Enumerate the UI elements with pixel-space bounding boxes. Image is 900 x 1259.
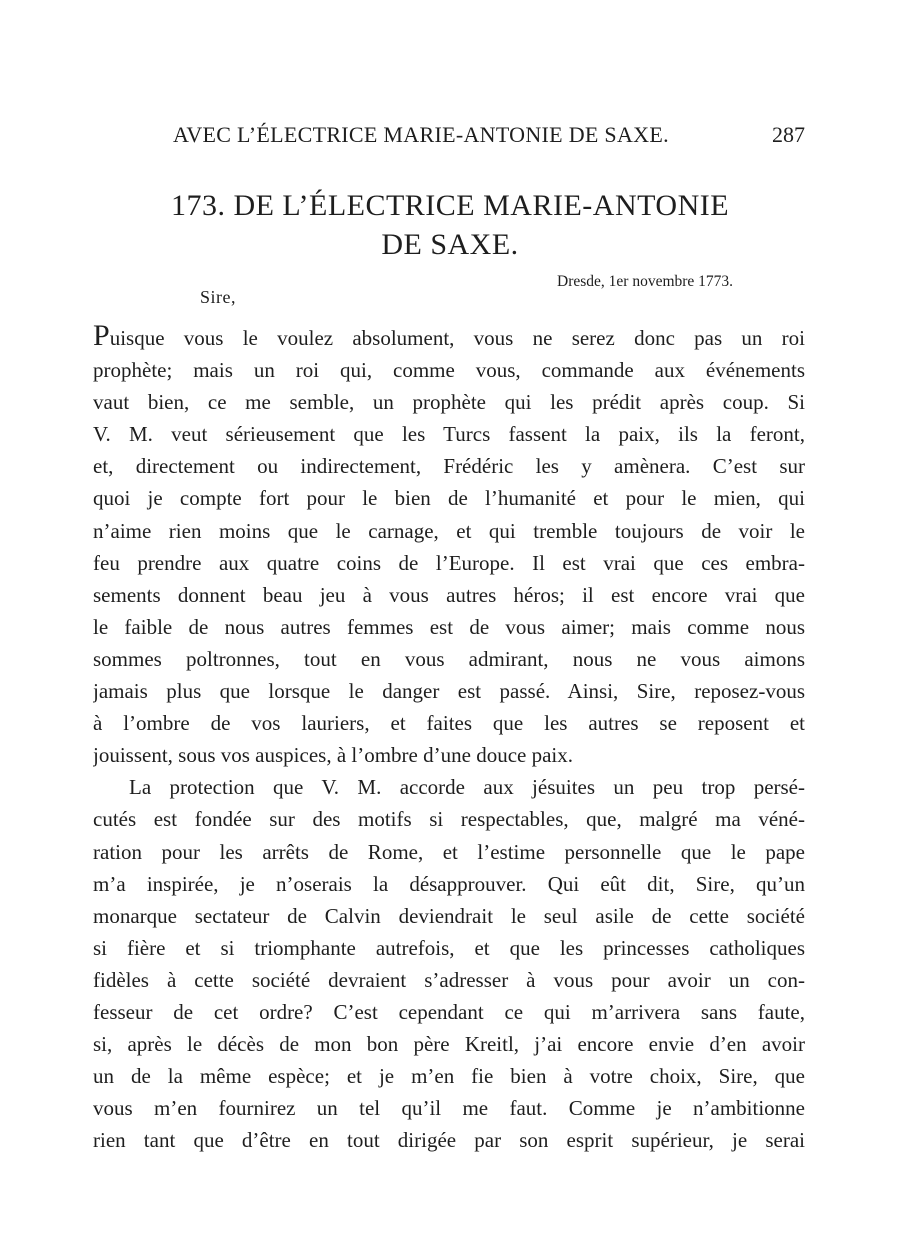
letter-heading: [100, 186, 800, 264]
paragraph-line: prophète; mais un roi qui, comme vous, commande aux événements: [93, 358, 805, 383]
paragraph-line: vous m’en fournirez un tel qu’il me faut. Comme je n’ambitionne: [93, 1096, 805, 1121]
paragraph-line: et, directement ou indirectement, Frédéric les y amènera. C’est sur: [93, 454, 805, 479]
paragraph-line: feu prendre aux quatre coins de l’Europe. Il est vrai que ces embra-: [93, 550, 805, 575]
running-head: [93, 122, 805, 154]
paragraph-line: La protection que V. M. accorde aux jésuites un peu trop persé-: [129, 775, 805, 800]
paragraph-line: à l’ombre de vos lauriers, et faites que les autres se reposent et: [93, 711, 805, 736]
paragraph-line: vaut bien, ce me semble, un prophète qui les prédit après coup. Si: [93, 390, 805, 415]
running-head-title: AVEC L’ÉLECTRICE MARIE-ANTONIE DE SAXE.: [173, 122, 669, 147]
letter-heading-line-1: 173. DE L’ÉLECTRICE MARIE-ANTONIE: [170, 189, 730, 222]
paragraph-line: cutés est fondée sur des motifs si respectables, que, malgré ma véné-: [93, 807, 805, 832]
drop-cap: P: [93, 320, 110, 352]
paragraph-line: un de la même espèce; et je m’en fie bien à votre choix, Sire, que: [93, 1064, 805, 1089]
paragraph-line: le faible de nous autres femmes est de vous aimer; mais comme nous: [93, 614, 805, 639]
paragraph-line: jamais plus que lorsque le danger est passé. Ainsi, Sire, reposez-vous: [93, 679, 805, 704]
paragraph-line: monarque sectateur de Calvin deviendrait le seul asile de cette société: [93, 903, 805, 928]
paragraph-line: sements donnent beau jeu à vous autres héros; il est encore vrai que: [93, 582, 805, 607]
paragraph-line: fesseur de cet ordre? C’est cependant ce qui m’arrivera sans faute,: [93, 999, 805, 1024]
paragraph-2: [93, 771, 805, 1156]
paragraph-line: si, après le décès de mon bon père Kreitl, j’ai encore envie d’en avoir: [93, 1032, 805, 1057]
page-number: 287: [772, 122, 805, 147]
paragraph-line: Puisque vous le voulez absolument, vous ne serez donc pas un roi: [93, 320, 805, 352]
salutation: Sire,: [200, 287, 236, 307]
paragraph-line: m’a inspirée, je n’oserais la désapprouver. Qui eût dit, Sire, qu’un: [93, 871, 805, 896]
letter-body: [93, 320, 805, 1156]
paragraph-line: sommes poltronnes, tout en vous admirant, nous ne vous aimons: [93, 646, 805, 671]
paragraph-line: V. M. veut sérieusement que les Turcs fassent la paix, ils la feront,: [93, 422, 805, 447]
paragraph-line: si fière et si triomphante autrefois, et que les princesses catholiques: [93, 935, 805, 960]
paragraph-line: quoi je compte fort pour le bien de l’humanité et pour le mien, qui: [93, 486, 805, 511]
dateline: Dresde, 1er novembre 1773.: [557, 273, 734, 290]
paragraph-line: n’aime rien moins que le carnage, et qui tremble toujours de voir le: [93, 518, 805, 543]
paragraph-line: ration pour les arrêts de Rome, et l’estime personnelle que le pape: [93, 839, 805, 864]
letter-heading-line-2: DE SAXE.: [381, 228, 519, 261]
paragraph-line: jouissent, sous vos auspices, à l’ombre d’une douce paix.: [93, 743, 573, 768]
paragraph-line: rien tant que d’être en tout dirigée par son esprit supérieur, je serai: [93, 1128, 805, 1153]
paragraph-line: fidèles à cette société devraient s’adresser à vous pour avoir un con-: [93, 967, 805, 992]
paragraph-1: [93, 320, 805, 771]
